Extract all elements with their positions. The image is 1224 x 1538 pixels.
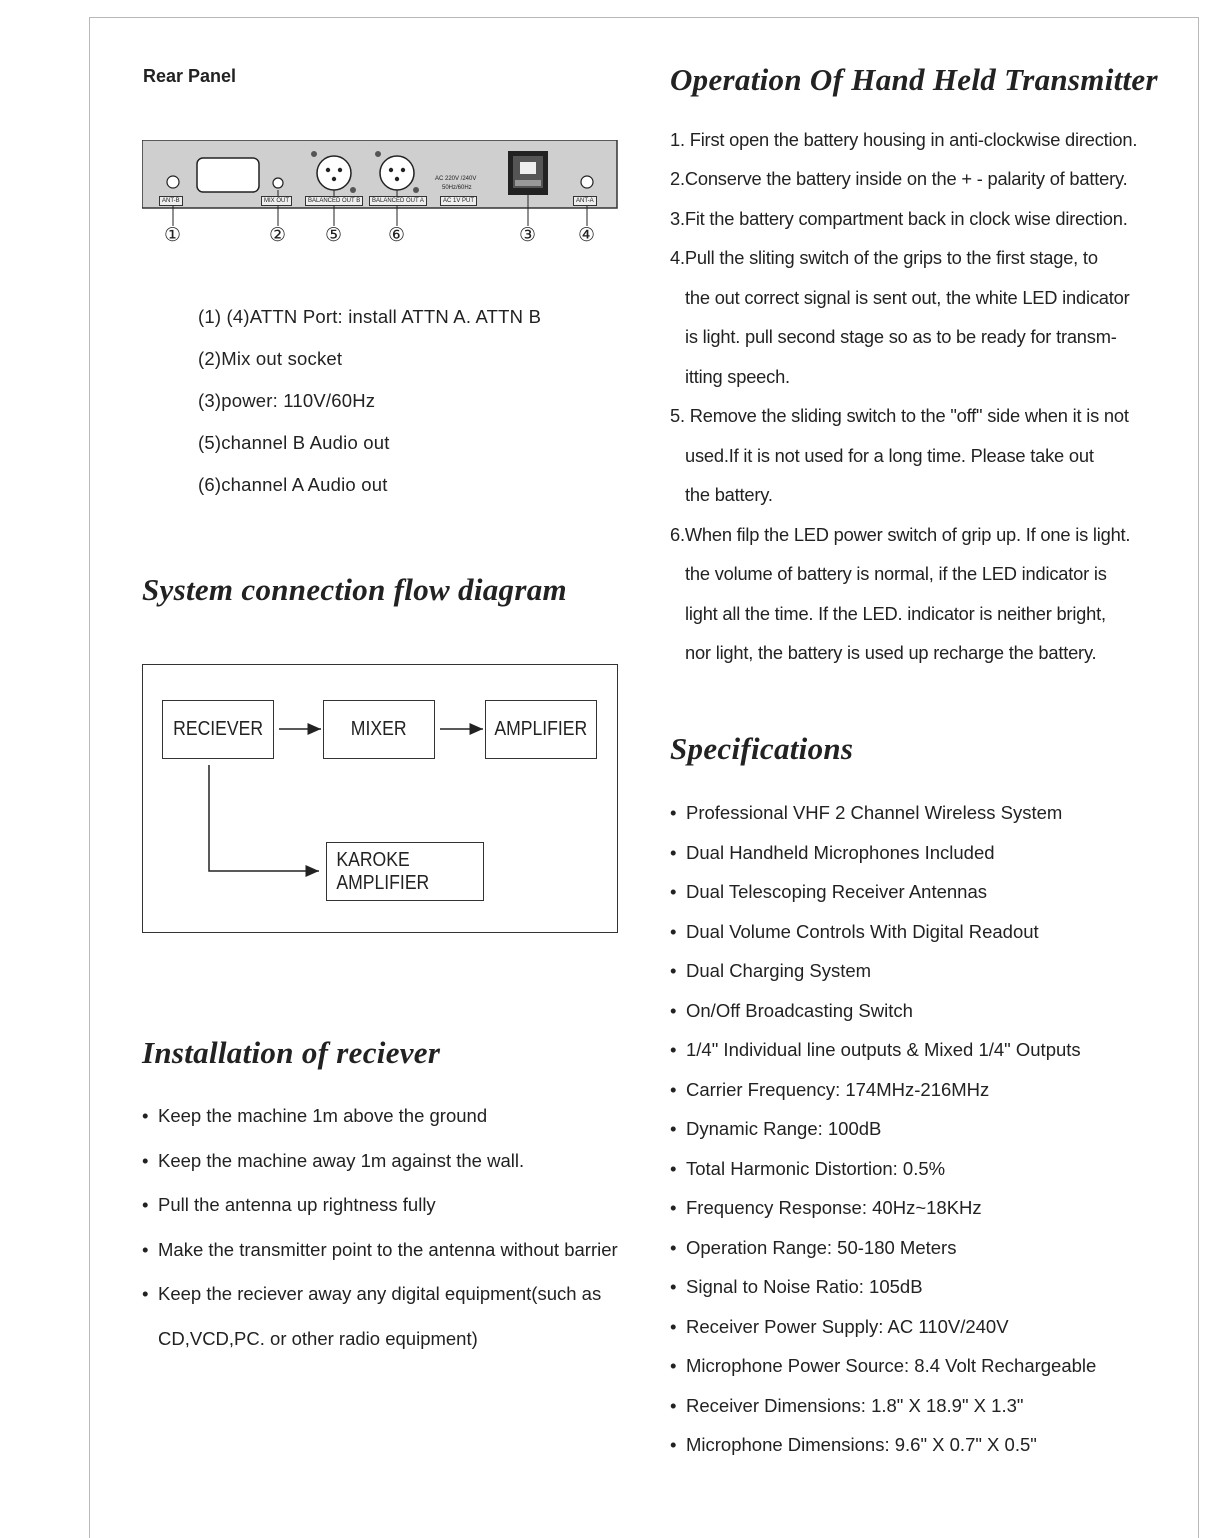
list-item: • Dual Telescoping Receiver Antennas (686, 881, 987, 903)
specifications-title: Specifications (670, 731, 854, 766)
rear-panel-title: Rear Panel (143, 66, 237, 86)
ac-rating-line1: AC 220V /240V (435, 176, 477, 182)
rear-panel-diagram (142, 140, 618, 250)
list-item-continuation: CD,VCD,PC. or other radio equipment) (158, 1328, 478, 1349)
balanced-out-b-label: BALANCED OUT B (305, 196, 363, 206)
mixer-node: MIXER (323, 700, 435, 759)
list-item: • Total Harmonic Distortion: 0.5% (686, 1158, 945, 1180)
port-item: (6)channel A Audio out (198, 474, 388, 495)
step-line: used.If it is not used for a long time. Please take out (685, 445, 1094, 466)
mix-out-label: MIX OUT (261, 196, 292, 206)
step-line: the volume of battery is normal, if the LED indicator is (685, 563, 1107, 584)
step-line: is light. pull second stage so as to be ready for transm- (685, 326, 1117, 347)
operation-title: Operation Of Hand Held Transmitter (670, 62, 1158, 97)
port-item: (3)power: 110V/60Hz (198, 390, 376, 411)
step-line: the out correct signal is sent out, the white LED indicator (685, 287, 1130, 308)
list-item: • Dual Handheld Microphones Included (686, 842, 995, 864)
step-line: 2.Conserve the battery inside on the + - palarity of battery. (670, 168, 1128, 189)
callout-4: ④ (578, 225, 596, 246)
step-line: 5. Remove the sliding switch to the "off" side when it is not (670, 405, 1129, 426)
list-item: • Dual Charging System (686, 960, 871, 982)
callout-2: ② (269, 225, 287, 246)
installation-title: Installation of reciever (142, 1035, 441, 1070)
list-item: • Pull the antenna up rightness fully (158, 1194, 436, 1216)
step-line: the battery. (685, 484, 773, 505)
callout-5: ⑤ (325, 225, 343, 246)
ac-input-label: AC 1V PUT (440, 196, 477, 206)
list-item: • Frequency Response: 40Hz~18KHz (686, 1197, 982, 1219)
ant-b-label: ANT-B (159, 196, 183, 206)
step-line: 6.When filp the LED power switch of grip up. If one is light. (670, 524, 1131, 545)
list-item: • Make the transmitter point to the antenna without barrier (158, 1239, 618, 1261)
port-item: (5)channel B Audio out (198, 432, 390, 453)
step-line: 4.Pull the sliting switch of the grips to the first stage, to (670, 247, 1098, 268)
list-item: • Dynamic Range: 100dB (686, 1118, 881, 1140)
callout-6: ⑥ (388, 225, 406, 246)
list-item: • Microphone Power Source: 8.4 Volt Rechargeable (686, 1355, 1096, 1377)
list-item: • On/Off Broadcasting Switch (686, 1000, 913, 1022)
callout-1: ① (164, 225, 182, 246)
list-item: • Professional VHF 2 Channel Wireless System (686, 802, 1062, 824)
flow-diagram (142, 664, 618, 933)
list-item: • Keep the machine 1m above the ground (158, 1105, 487, 1127)
list-item: • Keep the machine away 1m against the wall. (158, 1150, 524, 1172)
list-item: • Carrier Frequency: 174MHz-216MHz (686, 1079, 989, 1101)
step-line: nor light, the battery is used up recharge the battery. (685, 642, 1097, 663)
list-item: • Microphone Dimensions: 9.6" X 0.7" X 0.5" (686, 1434, 1037, 1456)
list-item: • Receiver Power Supply: AC 110V/240V (686, 1316, 1009, 1338)
step-line: itting speech. (685, 366, 790, 387)
amplifier-node: AMPLIFIER (485, 700, 597, 759)
karaoke-amplifier-node: KAROKE AMPLIFIER (326, 842, 484, 901)
list-item: • Dual Volume Controls With Digital Readout (686, 921, 1039, 943)
list-item: • Keep the reciever away any digital equipment(such as (158, 1283, 601, 1305)
ant-a-label: ANT-A (573, 196, 597, 206)
list-item: • Receiver Dimensions: 1.8" X 18.9" X 1.3" (686, 1395, 1023, 1417)
port-item: (2)Mix out socket (198, 348, 343, 369)
list-item: • Operation Range: 50-180 Meters (686, 1237, 956, 1259)
port-item: (1) (4)ATTN Port: install ATTN A. ATTN B (198, 306, 542, 327)
port-list (198, 296, 541, 506)
ac-rating-line2: 50Hz/60Hz (442, 185, 472, 191)
list-item: • Signal to Noise Ratio: 105dB (686, 1276, 923, 1298)
step-line: 3.Fit the battery compartment back in clock wise direction. (670, 208, 1128, 229)
balanced-out-a-label: BALANCED OUT A (369, 196, 427, 206)
step-line: light all the time. If the LED. indicator is neither bright, (685, 603, 1106, 624)
flow-diagram-title: System connection flow diagram (142, 572, 567, 607)
step-line: 1. First open the battery housing in anti-clockwise direction. (670, 129, 1138, 150)
receiver-node: RECIEVER (162, 700, 274, 759)
list-item: • 1/4" Individual line outputs & Mixed 1/4" Outputs (686, 1039, 1081, 1061)
callout-3: ③ (519, 225, 537, 246)
rear-panel-drawing (142, 140, 618, 250)
